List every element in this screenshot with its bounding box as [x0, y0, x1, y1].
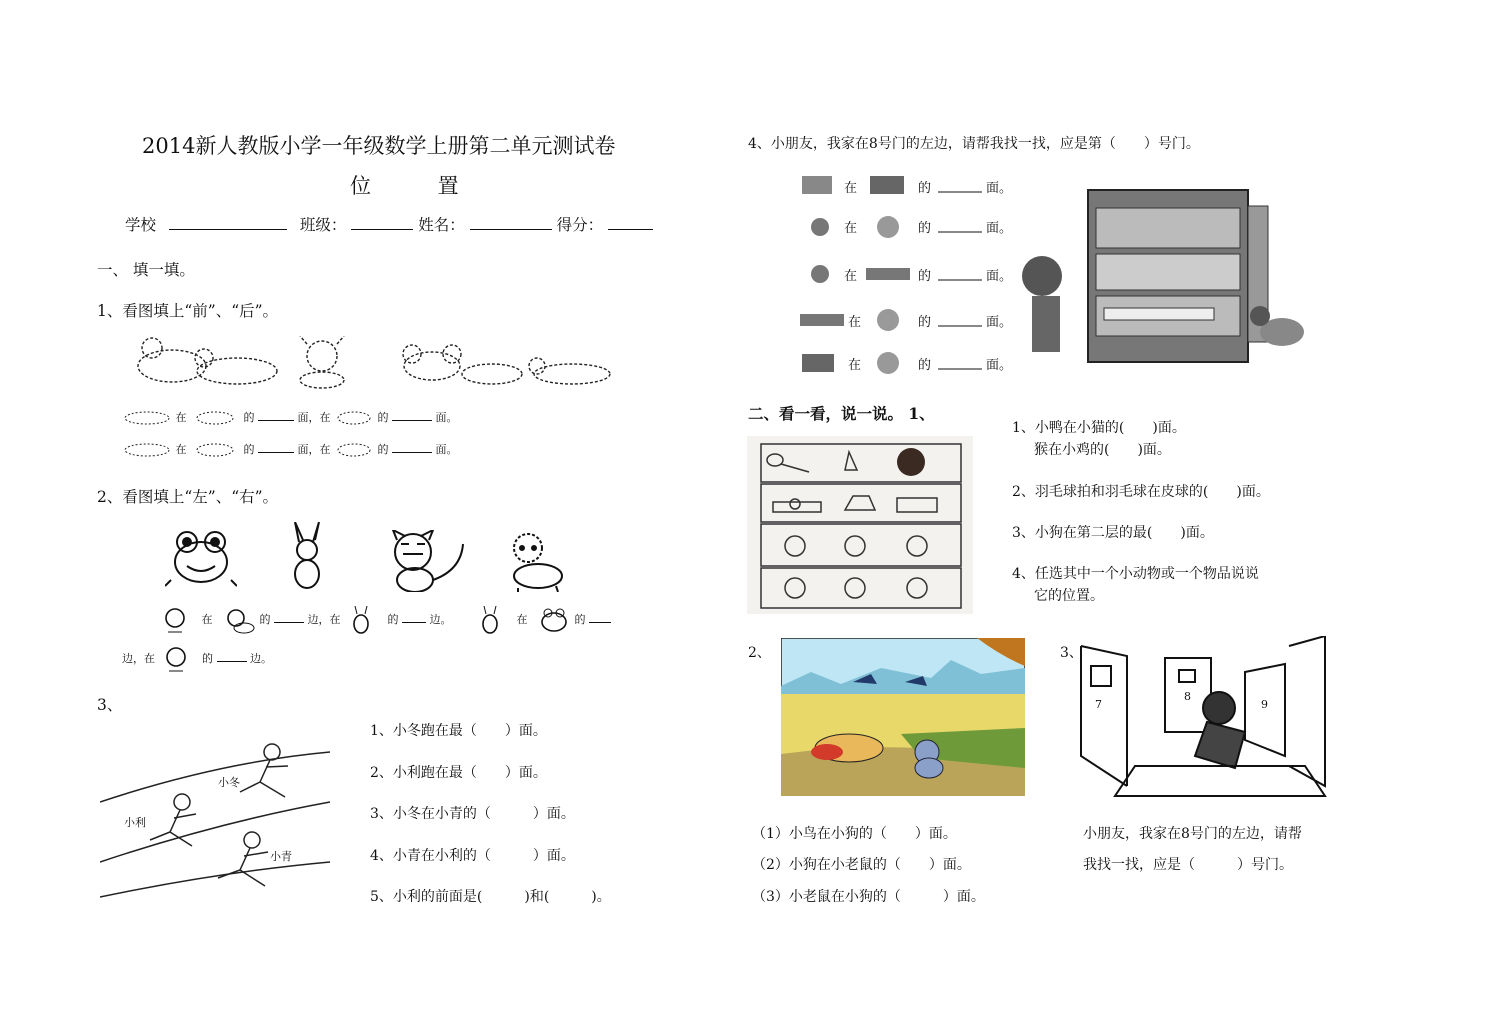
svg-text:的: 的 — [918, 315, 932, 330]
school-field[interactable] — [169, 215, 287, 230]
s2q1-item: 它的位置。 — [1034, 588, 1104, 604]
s2q3-text: 我找一找，应是（ ）号门。 — [1083, 857, 1293, 873]
q4-label: 4、小朋友，我家在8号门的左边，请帮我找一找，应是第（ ）号门。 — [748, 136, 1200, 152]
animals-front-back-illustration — [132, 336, 612, 392]
blank[interactable] — [392, 438, 432, 453]
svg-text:在: 在 — [848, 315, 862, 330]
s2q2-label: 2、 — [748, 645, 771, 661]
door-number: 9 — [1261, 698, 1268, 711]
frog-icon — [537, 606, 571, 634]
section1-heading: 一、 填一填。 — [97, 261, 195, 279]
q3-item: 5、小利的前面是( )和( )。 — [370, 889, 611, 905]
field-scene-illustration — [781, 638, 1025, 796]
blank[interactable] — [392, 406, 432, 421]
q4-position-rows — [800, 170, 1030, 380]
runner-label-li: 小利 — [124, 816, 146, 829]
svg-text:在: 在 — [844, 181, 858, 196]
q3-item: 3、小冬在小青的（ ）面。 — [370, 806, 575, 822]
svg-text:面。: 面。 — [986, 358, 1013, 373]
q3-item: 2、小利跑在最（ ）面。 — [370, 765, 547, 781]
score-label: 得分： — [556, 216, 604, 234]
s2q2-item: （2）小狗在小老鼠的（ ）面。 — [752, 857, 971, 873]
cat-icon — [159, 645, 193, 673]
cat-illustration — [383, 530, 467, 592]
s2q2-item: （1）小鸟在小狗的（ ）面。 — [752, 826, 957, 842]
blank[interactable] — [589, 608, 611, 623]
fox-icon — [122, 410, 172, 426]
q3-label: 3、 — [97, 696, 123, 714]
q4-row — [800, 309, 1012, 331]
s2q1-item: 1、小鸭在小猫的( )面。 — [1012, 420, 1186, 436]
q3-item: 1、小冬跑在最（ ）面。 — [370, 723, 547, 739]
rabbit-icon — [190, 410, 240, 426]
cat-icon — [190, 442, 240, 458]
svg-text:面。: 面。 — [986, 181, 1013, 196]
rabbit-illustration — [285, 522, 329, 590]
cabinet-boy-dog-illustration — [1020, 180, 1310, 372]
q4-row — [802, 352, 1012, 374]
class-field[interactable] — [351, 215, 413, 230]
svg-text:在: 在 — [848, 358, 862, 373]
svg-text:面。: 面。 — [986, 221, 1013, 236]
svg-text:面。: 面。 — [986, 269, 1013, 284]
s2q2-item: （3）小老鼠在小狗的（ ）面。 — [752, 889, 985, 905]
info-line — [125, 213, 653, 235]
dog-illustration — [502, 530, 568, 592]
door-number: 8 — [1184, 690, 1191, 703]
dog-icon — [222, 606, 256, 634]
runner-label-qing: 小青 — [270, 850, 292, 863]
q4-row — [811, 216, 1012, 238]
s2q1-item: 2、羽毛球拍和羽毛球在皮球的( )面。 — [1012, 484, 1270, 500]
rabbit-icon — [473, 606, 507, 634]
blank[interactable] — [258, 406, 294, 421]
blank[interactable] — [217, 647, 247, 662]
svg-text:面。: 面。 — [986, 315, 1013, 330]
s2q1-item: 猴在小鸡的( )面。 — [1034, 442, 1171, 458]
rabbit-icon — [122, 442, 172, 458]
q4-row — [811, 265, 1012, 284]
rabbit-icon — [344, 606, 378, 634]
q1-line-2: 在 的 面，在 的 面。 — [122, 438, 458, 458]
q2-line-1: 在 的 边，在 的 边。 在 的 — [158, 606, 611, 634]
q2-label: 2、看图填上“左”、“右”。 — [97, 488, 279, 506]
turtle-icon — [334, 442, 374, 458]
page-subtitle: 位 置 — [350, 174, 489, 198]
school-label: 学校 — [125, 216, 157, 234]
name-field[interactable] — [470, 215, 552, 230]
s2q1-item: 3、小狗在第二层的最( )面。 — [1012, 525, 1214, 541]
runners-illustration — [100, 722, 340, 902]
blank[interactable] — [274, 608, 304, 623]
runner-label-dong: 小冬 — [218, 776, 240, 789]
svg-text:的: 的 — [918, 269, 932, 284]
q1-label: 1、看图填上“前”、“后”。 — [97, 302, 279, 320]
door-number: 7 — [1095, 698, 1102, 711]
svg-text:的: 的 — [918, 181, 932, 196]
blank[interactable] — [402, 608, 426, 623]
cat-icon — [158, 606, 192, 634]
svg-text:在: 在 — [844, 269, 858, 284]
turtle-icon — [334, 410, 374, 426]
objects-grid-illustration — [747, 436, 973, 614]
svg-text:在: 在 — [844, 221, 858, 236]
blank[interactable] — [258, 438, 294, 453]
section2-heading: 二、看一看，说一说。 1、 — [748, 404, 935, 423]
page-title: 2014新人教版小学一年级数学上册第二单元测试卷 — [142, 134, 616, 158]
svg-text:的: 的 — [918, 358, 932, 373]
s2q1-item: 4、任选其中一个小动物或一个物品说说 — [1012, 566, 1259, 582]
q1-line-1: 在 的 面，在 的 面。 — [122, 406, 458, 426]
frog-illustration — [165, 528, 237, 588]
s2q3-text: 小朋友，我家在8号门的左边，请帮 — [1083, 826, 1302, 842]
score-field[interactable] — [608, 215, 653, 230]
s2q3-label: 3、 — [1060, 645, 1083, 661]
name-label: 姓名： — [418, 216, 465, 234]
q3-item: 4、小青在小利的（ ）面。 — [370, 848, 575, 864]
q2-line-2: 边，在 的 边。 — [122, 645, 272, 673]
q4-row — [802, 176, 1012, 196]
class-label: 班级： — [299, 216, 347, 234]
svg-text:的: 的 — [918, 221, 932, 236]
doors-hallway-illustration — [1075, 636, 1335, 798]
